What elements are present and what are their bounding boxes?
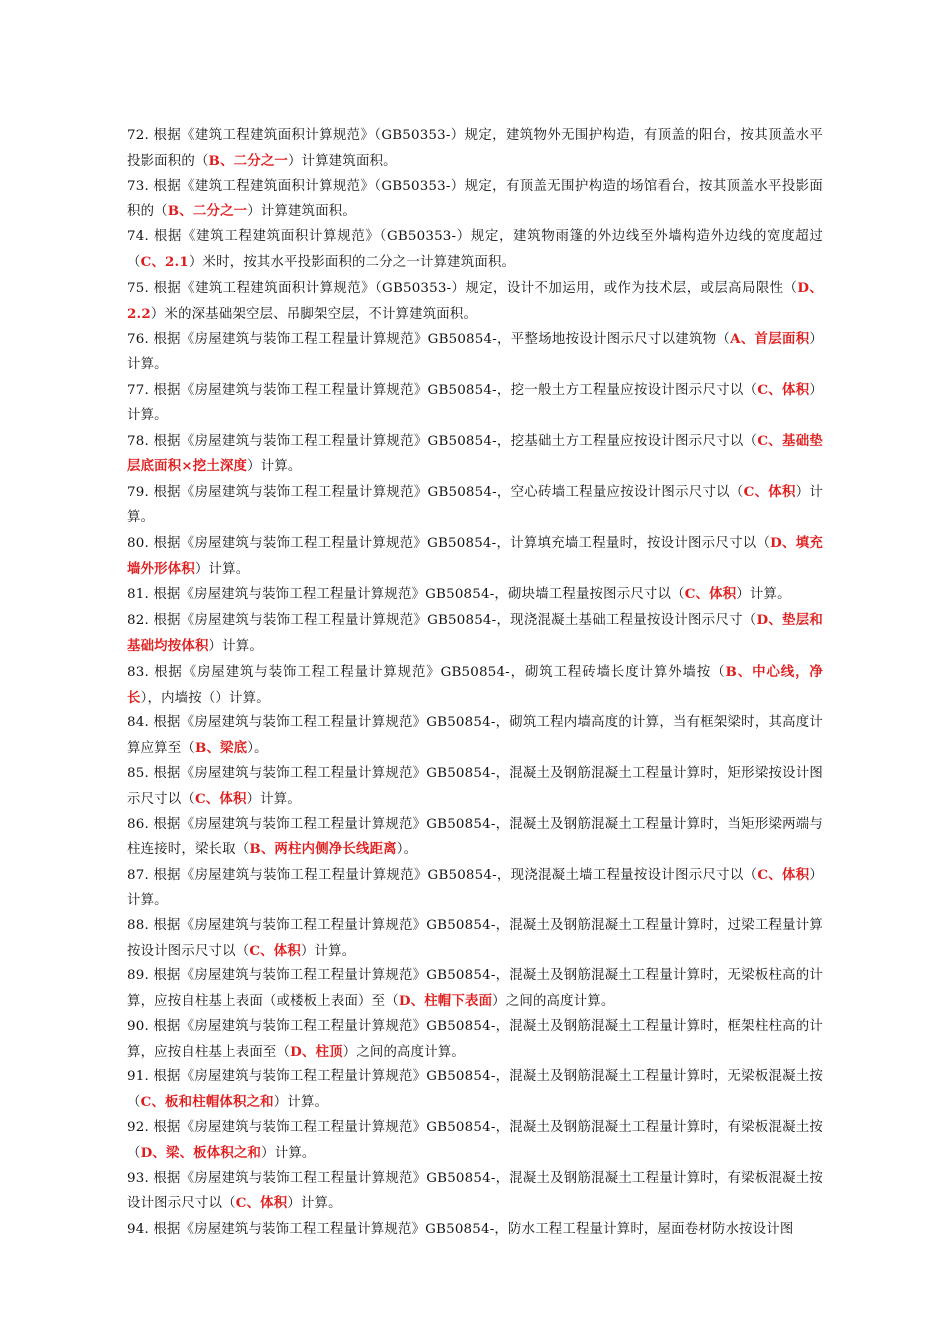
question-item (127, 1116, 823, 1167)
question-tail: ）米时，按其水平投影面积的二分之一计算建筑面积。 (188, 254, 516, 270)
answer-text: A、首层面积 (730, 331, 810, 348)
question-tail: ）计算。 (208, 638, 263, 654)
answer-text: C、体积 (194, 790, 247, 807)
question-text: 73. 根据《建筑工程建筑面积计算规范》（GB50353-）规定，有顶盖无围护构造的场馆看台，按其顶盖水平投影面积的（ (127, 178, 823, 220)
question-item (127, 175, 823, 226)
answer-text: C、2.1 (140, 253, 189, 270)
question-tail: ），内墙按（）计算。 (140, 690, 270, 706)
question-tail: ）计算。 (273, 1095, 329, 1111)
question-tail: ）计算。 (287, 1196, 342, 1212)
question-text: 91. 根据《房屋建筑与装饰工程工程量计算规范》GB50854-，混凝土及钢筋混凝土工程量计算时，无梁板混凝土按（ (127, 1069, 823, 1111)
question-item (127, 276, 823, 328)
answer-text: C、基础垫层底面积×挖土深度 (127, 432, 823, 475)
question-item (127, 582, 823, 608)
question-item (127, 124, 823, 175)
answer-text: B、两柱内侧净长线距离 (249, 841, 397, 858)
answer-text: C、板和柱帽体积之和 (140, 1094, 274, 1111)
question-tail: ）计算。 (127, 485, 823, 525)
question-tail: ）米的深基础架空层、吊脚架空层，不计算建筑面积。 (150, 306, 478, 322)
answer-text: C、体积 (743, 484, 796, 501)
answer-text: C、体积 (235, 1195, 288, 1212)
question-tail: ）之间的高度计算。 (342, 1044, 466, 1060)
question-text: 77. 根据《房屋建筑与装饰工程工程量计算规范》GB50854-，挖一般土方工程量应按设计图示尺寸以（ (127, 382, 758, 398)
question-item (127, 1065, 823, 1116)
question-item (127, 914, 823, 965)
question-item (127, 711, 823, 762)
question-text: 86. 根据《房屋建筑与装饰工程工程量计算规范》GB50854-，混凝土及钢筋混凝土工程量计算时，当矩形梁两端与柱连接时，梁长取（ (127, 816, 823, 858)
question-text: 80. 根据《房屋建筑与装饰工程工程量计算规范》GB50854-，计算填充墙工程量时，按设计图示尺寸以（ (127, 535, 771, 551)
question-text: 87. 根据《房屋建筑与装饰工程工程量计算规范》GB50854-，现浇混凝土墙工程量按设计图示尺寸以（ (127, 868, 758, 884)
question-tail: ）计算。 (246, 791, 301, 807)
question-item (127, 863, 823, 914)
question-item (127, 660, 823, 712)
answer-text: D、柱帽下表面 (398, 993, 493, 1010)
question-item (127, 813, 823, 864)
question-text: 90. 根据《房屋建筑与装饰工程工程量计算规范》GB50854-，混凝土及钢筋混凝土工程量计算时，框架柱柱高的计算，应按自柱基上表面至（ (127, 1018, 823, 1060)
question-item (127, 225, 823, 276)
answer-text: B、二分之一 (167, 203, 248, 220)
answer-text: B、梁底 (194, 740, 248, 757)
question-item (127, 327, 823, 378)
question-tail: ）之间的高度计算。 (492, 994, 615, 1010)
answer-text: D、填充墙外形体积 (127, 534, 824, 577)
question-tail: ）计算。 (300, 943, 356, 959)
question-item (127, 480, 823, 531)
question-text: 76. 根据《房屋建筑与装饰工程工程量计算规范》GB50854-，平整场地按设计图示尺寸以建筑物（ (127, 332, 731, 348)
question-text: 81. 根据《房屋建筑与装饰工程工程量计算规范》GB50854-，砌块墙工程量按图示尺寸以（ (127, 587, 685, 603)
question-text: 84. 根据《房屋建筑与装饰工程工程量计算规范》GB50854-，砌筑工程内墙高度的计算，当有框架梁时，其高度计算应算至（ (127, 715, 823, 757)
question-tail: ）计算。 (127, 332, 823, 373)
question-item (127, 1167, 823, 1218)
answer-text: D、柱顶 (290, 1043, 343, 1060)
question-tail: ）计算建筑面积。 (247, 204, 356, 220)
question-text: 92. 根据《房屋建筑与装饰工程工程量计算规范》GB50854-，混凝土及钢筋混凝土工程量计算时，有梁板混凝土按（ (127, 1120, 823, 1161)
answer-text: D、垫层和基础均按体积 (127, 612, 823, 654)
question-tail: ）计算。 (247, 459, 302, 475)
question-text: 74. 根据《建筑工程建筑面积计算规范》（GB50353-）规定，建筑物雨篷的外边线至外墙构造外边线的宽度超过（ (127, 229, 823, 270)
question-text: 83. 根据《房屋建筑与装饰工程工程量计算规范》GB50854-，砌筑工程砖墙长度计算外墙按（ (127, 664, 726, 680)
question-item (127, 531, 823, 583)
question-item (127, 608, 823, 660)
answer-text: D、2.2 (127, 279, 824, 322)
answer-text: D、梁、板体积之和 (140, 1144, 262, 1161)
question-tail: ）计算。 (194, 561, 250, 577)
question-item (127, 1015, 823, 1066)
question-tail: ）计算建筑面积。 (288, 153, 397, 169)
answer-text: C、体积 (757, 867, 810, 884)
question-tail: ）。 (396, 842, 418, 858)
question-text: 93. 根据《房屋建筑与装饰工程工程量计算规范》GB50854-，混凝土及钢筋混凝土工程量计算时，有梁板混凝土按设计图示尺寸以（ (127, 1170, 823, 1212)
question-item (127, 429, 823, 481)
question-text: 88. 根据《房屋建筑与装饰工程工程量计算规范》GB50854-，混凝土及钢筋混凝土工程量计算时，过梁工程量计算按设计图示尺寸以（ (127, 917, 823, 959)
question-tail: ）计算。 (736, 587, 791, 603)
answer-text: C、体积 (684, 586, 737, 603)
question-list (127, 124, 823, 1243)
question-tail: ）计算。 (127, 382, 823, 423)
question-tail: ）。 (247, 741, 268, 757)
answer-text: B、中心线，净长 (127, 663, 824, 706)
question-text: 94. 根据《房屋建筑与装饰工程工程量计算规范》GB50854-，防水工程工程量计算时，屋面卷材防水按设计图 (127, 1222, 794, 1238)
question-item (127, 1217, 823, 1243)
answer-text: C、体积 (249, 942, 301, 959)
question-text: 75. 根据《建筑工程建筑面积计算规范》（GB50353-）规定，设计不加运用，或作为技术层，或层高局限性（ (127, 280, 798, 296)
question-text: 85. 根据《房屋建筑与装饰工程工程量计算规范》GB50854-，混凝土及钢筋混凝土工程量计算时，矩形梁按设计图示尺寸以（ (127, 765, 823, 807)
question-tail: ）计算。 (261, 1145, 316, 1161)
question-item (127, 378, 823, 429)
question-tail: ）计算。 (127, 868, 823, 908)
question-text: 72. 根据《建筑工程建筑面积计算规范》（GB50353-）规定，建筑物外无围护构造，有顶盖的阳台，按其顶盖水平投影面积的（ (127, 128, 823, 169)
question-text: 79. 根据《房屋建筑与装饰工程工程量计算规范》GB50854-，空心砖墙工程量应按设计图示尺寸以（ (127, 485, 744, 501)
question-text: 89. 根据《房屋建筑与装饰工程工程量计算规范》GB50854-，混凝土及钢筋混凝土工程量计算时，无梁板柱高的计算，应按自柱基上表面（或楼板上表面）至（ (127, 968, 823, 1010)
question-text: 78. 根据《房屋建筑与装饰工程工程量计算规范》GB50854-，挖基础土方工程量应按设计图示尺寸以（ (127, 433, 758, 449)
question-item (127, 762, 823, 813)
question-item (127, 964, 823, 1015)
answer-text: B、二分之一 (208, 152, 289, 169)
answer-text: C、体积 (757, 381, 810, 398)
question-text: 82. 根据《房屋建筑与装饰工程工程量计算规范》GB50854-，现浇混凝土基础工程量按设计图示尺寸（ (127, 613, 757, 629)
